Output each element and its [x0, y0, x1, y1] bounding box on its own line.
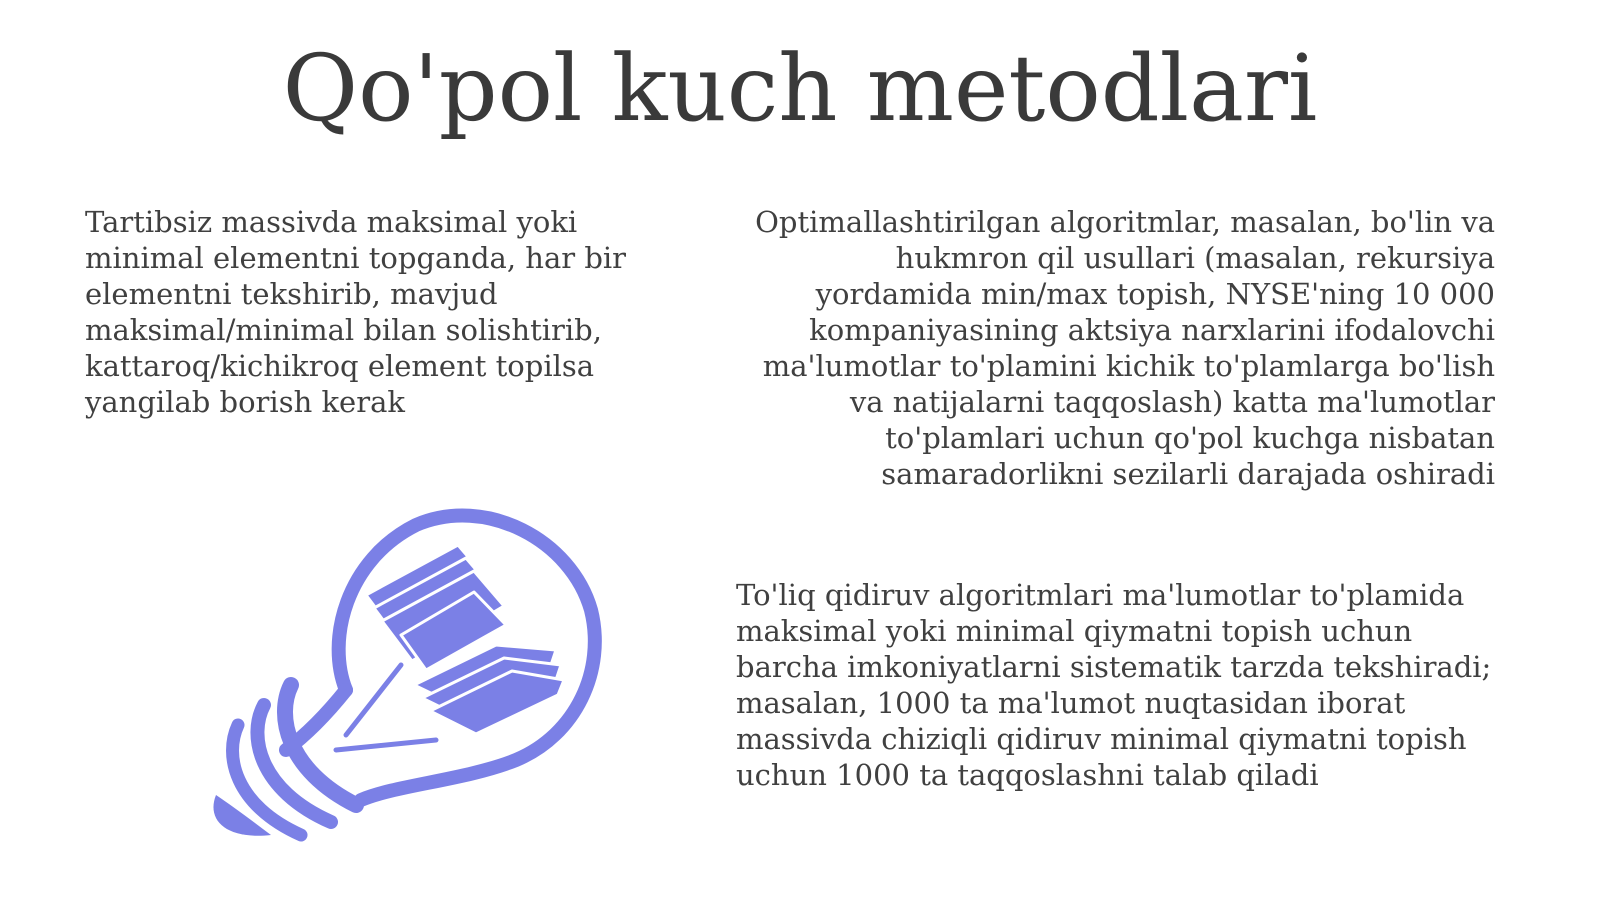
bottom-paragraph: To'liq qidiruv algoritmlari ma'lumotlar to'plamida maksimal yoki minimal qiymatni topish uchun barcha imkoniyatlarni sistematik tarzda tekshiradi; masalan, 1000 ta ma'lumot nuqtasidan iborat massivda chiziqli qidiruv minimal qiymatni topish uchun 1000 ta taqqoslashni talab qiladi [736, 578, 1492, 792]
lightbulb-book-icon [196, 500, 626, 860]
slide-title: Qo'pol kuch metodlari [282, 35, 1318, 142]
right-paragraph: Optimallashtirilgan algoritmlar, masalan, bo'lin va hukmron qil usullari (masalan, rekursiya yordamida min/max topish, NYSE'ning 10 000 kompaniyasining aktsiya narxlarini ifodalovchi ma'lumotlar to'plamini kichik to'plamlarga bo'lish va natijalarni taqqoslash) katta ma'lumotlar to'plamlari uchun qo'pol kuchga nisbatan samaradorlikni sezilarli darajada oshiradi [755, 205, 1495, 491]
left-paragraph: Tartibsiz massivda maksimal yoki minimal elementni topganda, har bir elementni tekshirib, mavjud maksimal/minimal bilan solishtirib, kattaroq/kichikroq element topilsa yangilab borish kerak [85, 205, 627, 419]
